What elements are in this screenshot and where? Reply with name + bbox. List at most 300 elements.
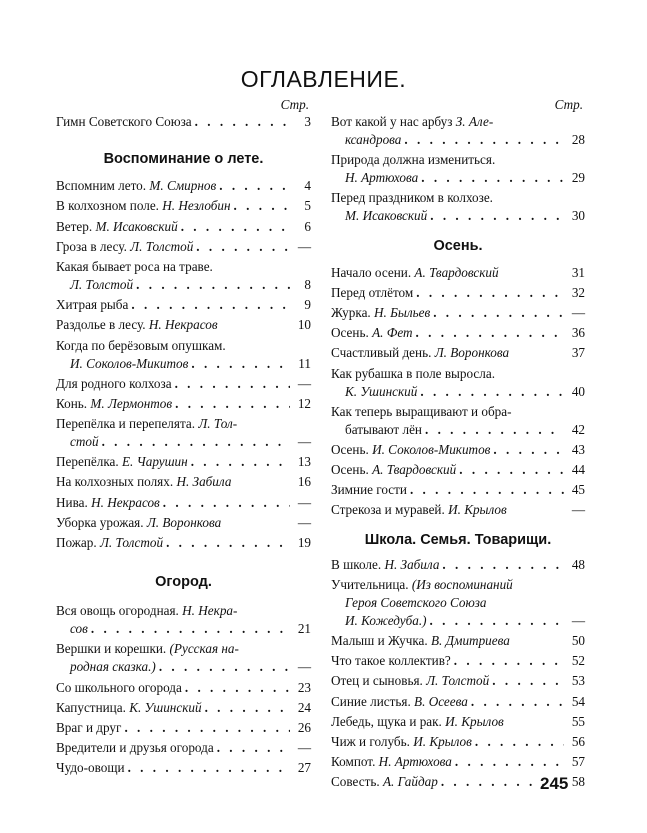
- toc-entry-line: [56, 316, 311, 334]
- dot-leader: [421, 169, 564, 187]
- entry-author: В. Осеева: [414, 693, 468, 709]
- dot-leader: [91, 620, 290, 638]
- entry-title: На колхозных полях.: [56, 474, 174, 490]
- entry-author: Н. Незлобин: [162, 198, 231, 214]
- entry-page: —: [297, 375, 311, 391]
- toc-entry[interactable]: [56, 759, 311, 777]
- entry-author: М. Исаковский: [95, 218, 178, 234]
- entry-page: 3: [304, 114, 311, 129]
- dot-leader: [442, 556, 564, 574]
- entry-author: родная сказка.): [70, 659, 156, 675]
- entry-title: Осень.: [331, 462, 369, 478]
- toc-entry-line: [56, 534, 311, 552]
- toc-entry-line: [331, 189, 585, 207]
- entry-author: И. Кожедуба.): [345, 612, 427, 628]
- entry-title: В колхозном поле.: [56, 198, 159, 214]
- toc-entry[interactable]: [331, 576, 585, 630]
- dot-leader: [196, 238, 290, 256]
- toc-entry-line: [56, 679, 311, 697]
- toc-entry[interactable]: [331, 753, 585, 771]
- toc-entry-line: [331, 207, 585, 225]
- toc-entry-line: [56, 620, 311, 638]
- entry-author: А. Гайдар: [382, 774, 438, 790]
- toc-entry-line: [56, 658, 311, 676]
- entry-page: 58: [571, 774, 585, 790]
- entry-title: Пожар.: [56, 535, 97, 550]
- spacer: [56, 133, 311, 149]
- toc-entry-line: [56, 602, 311, 620]
- dot-leader: [175, 395, 290, 413]
- entry-page: 44: [571, 462, 585, 478]
- entry-page: 5: [304, 198, 311, 214]
- toc-entry[interactable]: [56, 395, 311, 413]
- entry-page: 23: [297, 679, 311, 695]
- entry-title: Журка.: [331, 304, 371, 320]
- toc-entry[interactable]: [56, 316, 311, 334]
- toc-entry-line: [56, 514, 311, 532]
- toc-entry-line: [331, 383, 585, 401]
- entry-author: Н. Забила: [384, 556, 440, 572]
- entry-page: 12: [297, 395, 311, 411]
- toc-entry-line: [331, 441, 585, 459]
- toc-entry[interactable]: [56, 296, 311, 314]
- entry-author: Н. Некра-: [182, 603, 238, 619]
- toc-entry[interactable]: [56, 218, 311, 236]
- entry-page: 50: [571, 633, 585, 648]
- toc-entry-line: [56, 258, 311, 276]
- entry-title: Как теперь выращивают и обра-: [331, 403, 512, 419]
- toc-entry-line: [331, 304, 585, 322]
- entry-title: Какая бывает роса на траве.: [56, 258, 213, 274]
- toc-entry[interactable]: [56, 113, 311, 131]
- dot-leader: [416, 324, 564, 342]
- toc-entry-line: [331, 672, 585, 690]
- entry-author: Е. Чарушин: [121, 454, 188, 470]
- dot-leader: [234, 197, 290, 215]
- toc-entry-line: [331, 612, 585, 630]
- spacer: [331, 256, 585, 264]
- entry-title: батывают лён: [345, 421, 422, 437]
- entry-page: 42: [571, 421, 585, 437]
- entry-author: Л. Толстой: [99, 535, 164, 550]
- toc-entry[interactable]: [331, 461, 585, 479]
- toc-entry[interactable]: [56, 238, 311, 256]
- dot-leader: [430, 207, 564, 225]
- dot-leader: [455, 753, 564, 771]
- toc-entry[interactable]: [56, 679, 311, 697]
- toc-entry[interactable]: [331, 113, 585, 149]
- dot-leader: [181, 218, 290, 236]
- dot-leader: [102, 433, 290, 451]
- entry-author: (Из воспоминаний: [411, 576, 513, 592]
- toc-entry[interactable]: [56, 375, 311, 393]
- entry-page: —: [297, 238, 311, 254]
- dot-leader: [124, 719, 290, 737]
- toc-entry[interactable]: [56, 453, 311, 471]
- toc-entry-line: [331, 403, 585, 421]
- entry-author: Н. Забила: [176, 474, 232, 490]
- entry-author: Н. Некрасов: [91, 494, 160, 510]
- page-column-label: Стр.: [280, 97, 309, 112]
- entry-page: 45: [571, 482, 585, 498]
- toc-entry[interactable]: [331, 151, 585, 187]
- dot-leader: [471, 693, 564, 711]
- entry-title: Совесть.: [331, 774, 380, 790]
- entry-title: Со школьного огорода: [56, 679, 182, 695]
- toc-entry-line: [331, 131, 585, 149]
- page-column-label: Стр.: [554, 97, 583, 112]
- entry-author: А. Фет: [372, 325, 413, 341]
- toc-entry[interactable]: [331, 344, 585, 362]
- dot-leader: [459, 461, 564, 479]
- entry-title: Природа должна измениться.: [331, 152, 496, 168]
- toc-entry-line: [331, 421, 585, 439]
- section-heading: Осень.: [433, 237, 483, 254]
- dot-leader: [217, 739, 290, 757]
- entry-page: 26: [297, 719, 311, 735]
- entry-title: Гимн Советского Союза: [56, 114, 192, 129]
- toc-right-column: [331, 96, 585, 794]
- dot-leader: [410, 481, 564, 499]
- dot-leader: [185, 679, 290, 697]
- toc-entry-line: [331, 113, 585, 131]
- dot-leader: [163, 494, 290, 512]
- toc-entry[interactable]: [56, 473, 311, 491]
- entry-title: Как рубашка в поле выросла.: [331, 365, 496, 381]
- entry-author: И. Соколов-Микитов: [372, 441, 491, 457]
- section-heading: Школа. Семья. Товарищи.: [364, 531, 552, 548]
- toc-entry-line: [56, 473, 311, 491]
- toc-entry[interactable]: [331, 693, 585, 711]
- entry-author: сов: [70, 621, 88, 637]
- dot-leader: [191, 355, 290, 373]
- entry-title: Вредители и друзья огорода: [56, 740, 214, 756]
- entry-page: —: [571, 612, 585, 628]
- entry-author: Л. Толстой: [70, 276, 134, 292]
- entry-page: 43: [571, 441, 585, 457]
- toc-entry-line: [56, 395, 311, 413]
- entry-page: —: [571, 502, 585, 518]
- dot-leader: [195, 113, 290, 131]
- entry-author: Н. Артюхова: [345, 170, 419, 186]
- toc-entry[interactable]: [331, 652, 585, 670]
- entry-title: Лебедь, щука и рак.: [331, 713, 442, 729]
- entry-title: Для родного колхоза: [56, 375, 172, 391]
- section-heading: Воспоминание о лете.: [103, 151, 264, 168]
- toc-entry-line: [56, 197, 311, 215]
- entry-page: —: [297, 434, 311, 450]
- entry-author: М. Смирнов: [149, 178, 217, 194]
- entry-author: (Русская на-: [169, 641, 239, 657]
- dot-leader: [493, 441, 564, 459]
- entry-title: Перед отлётом: [331, 284, 414, 300]
- toc-entry[interactable]: [331, 733, 585, 751]
- toc-entry-line: [56, 296, 311, 314]
- entry-title: Раздолье в лесу.: [56, 317, 146, 333]
- entry-page: 55: [571, 713, 585, 729]
- entry-author: К. Ушинский: [129, 699, 202, 715]
- toc-entry[interactable]: [331, 713, 585, 731]
- dot-leader: [131, 296, 290, 314]
- toc-entry[interactable]: [56, 699, 311, 717]
- toc-entry-line: [331, 576, 585, 594]
- entry-title: Зимние гости: [331, 482, 407, 498]
- entry-title: В школе.: [331, 556, 382, 572]
- entry-author: И. Крылов: [413, 733, 472, 749]
- dot-leader: [425, 421, 564, 439]
- toc-entry[interactable]: [331, 264, 585, 282]
- section-heading: Огород.: [155, 574, 212, 591]
- entry-title: Начало осени.: [331, 264, 412, 280]
- toc-list-right: [331, 113, 585, 791]
- entry-title: Стрекоза и муравей.: [331, 502, 445, 518]
- toc-entry[interactable]: [56, 534, 311, 552]
- toc-entry[interactable]: [56, 337, 311, 373]
- toc-entry-line: [331, 324, 585, 342]
- entry-title: Когда по берёзовым опушкам.: [56, 337, 226, 353]
- entry-page: 52: [571, 653, 585, 669]
- entry-page: 19: [297, 535, 311, 550]
- toc-entry[interactable]: [56, 415, 311, 451]
- entry-page: 13: [297, 454, 311, 470]
- entry-page: 11: [298, 355, 311, 371]
- entry-author: М. Исаковский: [345, 208, 428, 224]
- toc-entry-line: [331, 461, 585, 479]
- entry-page: 30: [571, 208, 585, 224]
- dot-leader: [128, 759, 290, 777]
- entry-title: Вот какой у нас арбуз: [331, 114, 453, 129]
- entry-author: Л. Воронкова: [434, 345, 510, 361]
- dot-leader: [475, 733, 564, 751]
- page-number: 245: [540, 774, 569, 793]
- entry-title: Перед праздником в колхозе.: [331, 190, 493, 206]
- entry-page: 24: [297, 699, 311, 715]
- toc-entry-line: [331, 594, 585, 612]
- entry-author: А. Твардовский: [414, 264, 499, 280]
- entry-author: М. Лермонтов: [90, 395, 173, 411]
- toc-entry-line: [331, 151, 585, 169]
- toc-entry-line: [331, 753, 585, 771]
- dot-leader: [219, 177, 290, 195]
- toc-entry-line: [56, 433, 311, 451]
- entry-title: Учительница.: [331, 576, 409, 592]
- spacer: [331, 228, 585, 236]
- toc-entry[interactable]: [56, 494, 311, 512]
- entry-page: 57: [571, 754, 585, 770]
- entry-page: 10: [297, 317, 311, 333]
- toc-entry[interactable]: [331, 189, 585, 225]
- entry-title: Вспомним лето.: [56, 178, 147, 194]
- toc-entry-line: [331, 365, 585, 383]
- entry-page: 27: [297, 760, 311, 776]
- dot-leader: [430, 612, 564, 630]
- entry-title: Осень.: [331, 441, 369, 457]
- toc-entry-line: [331, 713, 585, 731]
- spacer: [331, 522, 585, 530]
- toc-entry-line: [331, 501, 585, 519]
- toc-entry-line: [56, 453, 311, 471]
- entry-author: Л. Воронкова: [146, 514, 222, 530]
- toc-entry[interactable]: [331, 324, 585, 342]
- toc-entry[interactable]: [331, 403, 585, 439]
- toc-list-left: [56, 113, 311, 777]
- entry-title: Малыш и Жучка.: [331, 633, 428, 648]
- toc-entry-line: [331, 344, 585, 362]
- toc-entry[interactable]: [331, 672, 585, 690]
- entry-page: 8: [304, 276, 311, 292]
- entry-author: Героя Советского Союза: [345, 594, 487, 610]
- toc-entry[interactable]: [331, 632, 585, 650]
- entry-title: Отец и сыновья.: [331, 673, 423, 689]
- entry-title: Враг и друг: [56, 719, 122, 735]
- entry-author: ксандрова: [345, 132, 402, 147]
- dot-leader: [166, 534, 290, 552]
- toc-entry-line: [56, 337, 311, 355]
- entry-page: —: [571, 304, 585, 320]
- toc-entry-line: [56, 719, 311, 737]
- toc-entry[interactable]: [331, 365, 585, 401]
- toc-entry-line: [56, 218, 311, 236]
- entry-author: И. Крылов: [448, 502, 507, 518]
- entry-page: 4: [304, 178, 311, 194]
- dot-leader: [492, 672, 564, 690]
- entry-author: Л. Толстой: [426, 673, 490, 689]
- entry-title: Вершки и корешки.: [56, 641, 167, 657]
- toc-entry-line: [331, 693, 585, 711]
- entry-author: И. Соколов-Микитов: [70, 355, 189, 371]
- entry-page: 6: [304, 218, 311, 234]
- toc-entry-line: [56, 113, 311, 131]
- entry-page: —: [297, 659, 311, 675]
- toc-entry[interactable]: [331, 501, 585, 519]
- entry-title: Гроза в лесу.: [56, 238, 127, 254]
- toc-entry-line: [331, 733, 585, 751]
- entry-title: Вся овощь огородная.: [56, 603, 179, 619]
- entry-title: Синие листья.: [331, 693, 411, 709]
- entry-title: Счастливый день.: [331, 345, 432, 361]
- entry-title: Осень.: [331, 325, 369, 341]
- entry-author: А. Твардовский: [372, 462, 457, 478]
- entry-page: —: [297, 740, 311, 756]
- toc-entry[interactable]: [331, 481, 585, 499]
- entry-title: Уборка урожая.: [56, 514, 144, 530]
- toc-entry-line: [56, 355, 311, 373]
- entry-title: Компот.: [331, 754, 376, 770]
- toc-entry[interactable]: [56, 719, 311, 737]
- entry-page: —: [297, 494, 311, 510]
- dot-leader: [159, 658, 290, 676]
- toc-entry[interactable]: [56, 177, 311, 195]
- toc-entry-line: [331, 481, 585, 499]
- toc-entry-line: [56, 494, 311, 512]
- toc-entry-line: [56, 238, 311, 256]
- entry-author: Л. Толстой: [130, 238, 194, 254]
- dot-leader: [420, 383, 564, 401]
- dot-leader: [454, 652, 564, 670]
- toc-entry[interactable]: [56, 602, 311, 638]
- entry-page: 36: [571, 325, 585, 341]
- entry-author: И. Крылов: [445, 713, 504, 729]
- entry-author: В. Дмитриева: [431, 633, 510, 648]
- dot-leader: [433, 304, 564, 322]
- entry-author: Н. Некрасов: [148, 317, 218, 333]
- entry-page: 31: [571, 264, 585, 280]
- entry-page: 56: [571, 733, 585, 749]
- entry-page: 16: [297, 474, 311, 490]
- toc-entry-line: [331, 264, 585, 282]
- entry-page: —: [297, 514, 311, 530]
- entry-page: 54: [571, 693, 585, 709]
- toc-entry-line: [56, 375, 311, 393]
- dot-leader: [205, 699, 290, 717]
- entry-author: З. Але-: [455, 114, 494, 129]
- toc-entry-line: [331, 652, 585, 670]
- entry-title: Хитрая рыба: [56, 297, 129, 313]
- toc-entry[interactable]: [56, 739, 311, 757]
- toc-entry-line: [331, 632, 585, 650]
- toc-entry-line: [56, 739, 311, 757]
- entry-page: 48: [571, 556, 585, 572]
- dot-leader: [416, 284, 564, 302]
- entry-title: Капустница.: [56, 699, 126, 715]
- entry-title: Чиж и голубь.: [331, 733, 410, 749]
- dot-leader: [404, 131, 564, 149]
- toc-entry[interactable]: [56, 640, 311, 676]
- spacer: [56, 592, 311, 602]
- toc-entry[interactable]: [331, 556, 585, 574]
- entry-page: 40: [571, 383, 585, 399]
- toc-entry[interactable]: [56, 197, 311, 215]
- entry-author: Н. Артюхова: [378, 754, 452, 770]
- entry-title: Ветер.: [56, 218, 93, 234]
- toc-entry-line: [56, 177, 311, 195]
- entry-title: Что такое коллектив?: [331, 653, 451, 669]
- dot-leader: [175, 375, 290, 393]
- entry-page: 37: [571, 345, 585, 361]
- toc-entry-line: [331, 556, 585, 574]
- toc-entry[interactable]: [331, 441, 585, 459]
- toc-entry-line: [331, 169, 585, 187]
- toc-entry[interactable]: [56, 258, 311, 294]
- entry-author: Н. Быльев: [374, 304, 431, 320]
- entry-page: 29: [571, 170, 585, 186]
- entry-author: К. Ушинский: [345, 383, 418, 399]
- toc-entry[interactable]: [331, 284, 585, 302]
- entry-page: 9: [304, 297, 311, 313]
- entry-title: Перепёлка и перепелята.: [56, 416, 196, 432]
- entry-title: Чудо-овощи: [56, 760, 125, 776]
- toc-entry[interactable]: [56, 514, 311, 532]
- entry-title: Перепёлка.: [56, 454, 119, 470]
- entry-author: стой: [70, 434, 99, 450]
- entry-author: Л. Тол-: [198, 416, 238, 432]
- spacer: [56, 554, 311, 572]
- toc-entry[interactable]: [331, 304, 585, 322]
- entry-title: Нива.: [56, 494, 88, 510]
- entry-page: 53: [571, 673, 585, 689]
- dot-leader: [136, 276, 290, 294]
- toc-entry-line: [56, 415, 311, 433]
- entry-page: 28: [571, 132, 585, 147]
- spacer: [56, 169, 311, 177]
- toc-entry-line: [56, 640, 311, 658]
- entry-page: 32: [571, 284, 585, 300]
- toc-entry-line: [56, 699, 311, 717]
- dot-leader: [191, 453, 290, 471]
- toc-entry-line: [56, 759, 311, 777]
- toc-entry-line: [56, 276, 311, 294]
- entry-page: 21: [297, 621, 311, 637]
